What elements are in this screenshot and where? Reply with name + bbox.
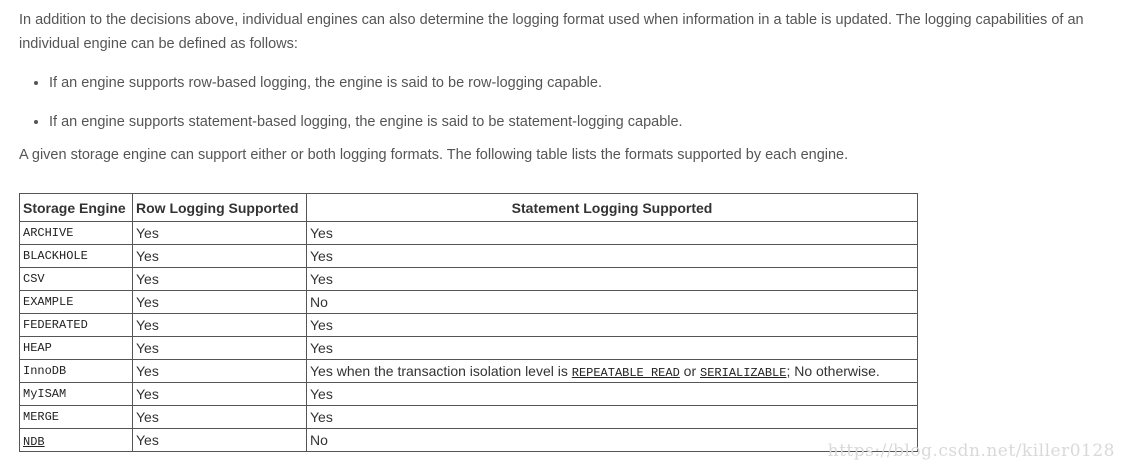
statement-text-mid: or xyxy=(679,362,701,379)
header-statement-logging: Statement Logging Supported xyxy=(307,194,918,222)
capability-list xyxy=(19,71,1119,134)
row-logging-cell: Yes xyxy=(133,291,307,314)
engine-cell xyxy=(20,429,133,452)
row-logging-cell: Yes xyxy=(133,268,307,291)
statement-logging-cell xyxy=(307,360,918,383)
row-logging-cell: Yes xyxy=(133,222,307,245)
engine-cell: ARCHIVE xyxy=(20,222,133,245)
list-item: • If an engine supports row-based logging, the engine is said to be row-logging capable. xyxy=(49,71,1119,95)
statement-logging-cell: Yes xyxy=(307,406,918,429)
serializable-link[interactable]: SERIALIZABLE xyxy=(700,365,787,380)
table-lead-paragraph: A given storage engine can support either or both logging formats. The following table lists the formats supported by each engine. xyxy=(19,147,849,163)
statement-text: Yes when the transaction isolation level is xyxy=(310,362,572,379)
statement-logging-cell: Yes xyxy=(307,222,918,245)
logging-formats-table xyxy=(19,193,918,452)
engine-cell: InnoDB xyxy=(20,360,133,383)
table-row xyxy=(20,314,918,337)
table-row xyxy=(20,268,918,291)
table-row xyxy=(20,383,918,406)
table-row xyxy=(20,406,918,429)
table-row xyxy=(20,291,918,314)
header-storage-engine: Storage Engine xyxy=(20,194,133,222)
row-logging-cell: Yes xyxy=(133,314,307,337)
engine-cell: FEDERATED xyxy=(20,314,133,337)
table-row xyxy=(20,360,918,383)
list-item: • If an engine supports statement-based logging, the engine is said to be statement-logging capable. xyxy=(49,110,1119,134)
statement-logging-cell: Yes xyxy=(307,314,918,337)
row-logging-cell: Yes xyxy=(133,360,307,383)
statement-logging-cell: Yes xyxy=(307,268,918,291)
watermark: https://blog.csdn.net/killer0128 xyxy=(827,441,1115,461)
table-row xyxy=(20,245,918,268)
statement-logging-cell: Yes xyxy=(307,383,918,406)
statement-logging-cell: Yes xyxy=(307,245,918,268)
row-logging-cell: Yes xyxy=(133,406,307,429)
statement-text-end: ; No otherwise. xyxy=(786,362,880,379)
statement-logging-cell: No xyxy=(307,291,918,314)
engine-cell: CSV xyxy=(20,268,133,291)
engine-cell: EXAMPLE xyxy=(20,291,133,314)
ndb-link[interactable]: NDB xyxy=(23,434,45,449)
engine-cell: MyISAM xyxy=(20,383,133,406)
engine-cell: HEAP xyxy=(20,337,133,360)
table-header-row xyxy=(20,194,918,222)
article-body xyxy=(19,8,1119,167)
table-row xyxy=(20,222,918,245)
repeatable-read-link[interactable]: REPEATABLE READ xyxy=(571,365,680,380)
statement-logging-cell: No xyxy=(307,429,918,452)
row-logging-cell: Yes xyxy=(133,429,307,452)
header-row-logging: Row Logging Supported xyxy=(133,194,307,222)
row-logging-cell: Yes xyxy=(133,245,307,268)
statement-logging-cell: Yes xyxy=(307,337,918,360)
table-row xyxy=(20,337,918,360)
row-logging-cell: Yes xyxy=(133,337,307,360)
engine-cell: BLACKHOLE xyxy=(20,245,133,268)
intro-paragraph: In addition to the decisions above, individual engines can also determine the logging format used when information in a table is updated. The logging capabilities of an individual engine can be defined as follows: xyxy=(19,12,1084,52)
table-row xyxy=(20,429,918,452)
engine-cell: MERGE xyxy=(20,406,133,429)
row-logging-cell: Yes xyxy=(133,383,307,406)
